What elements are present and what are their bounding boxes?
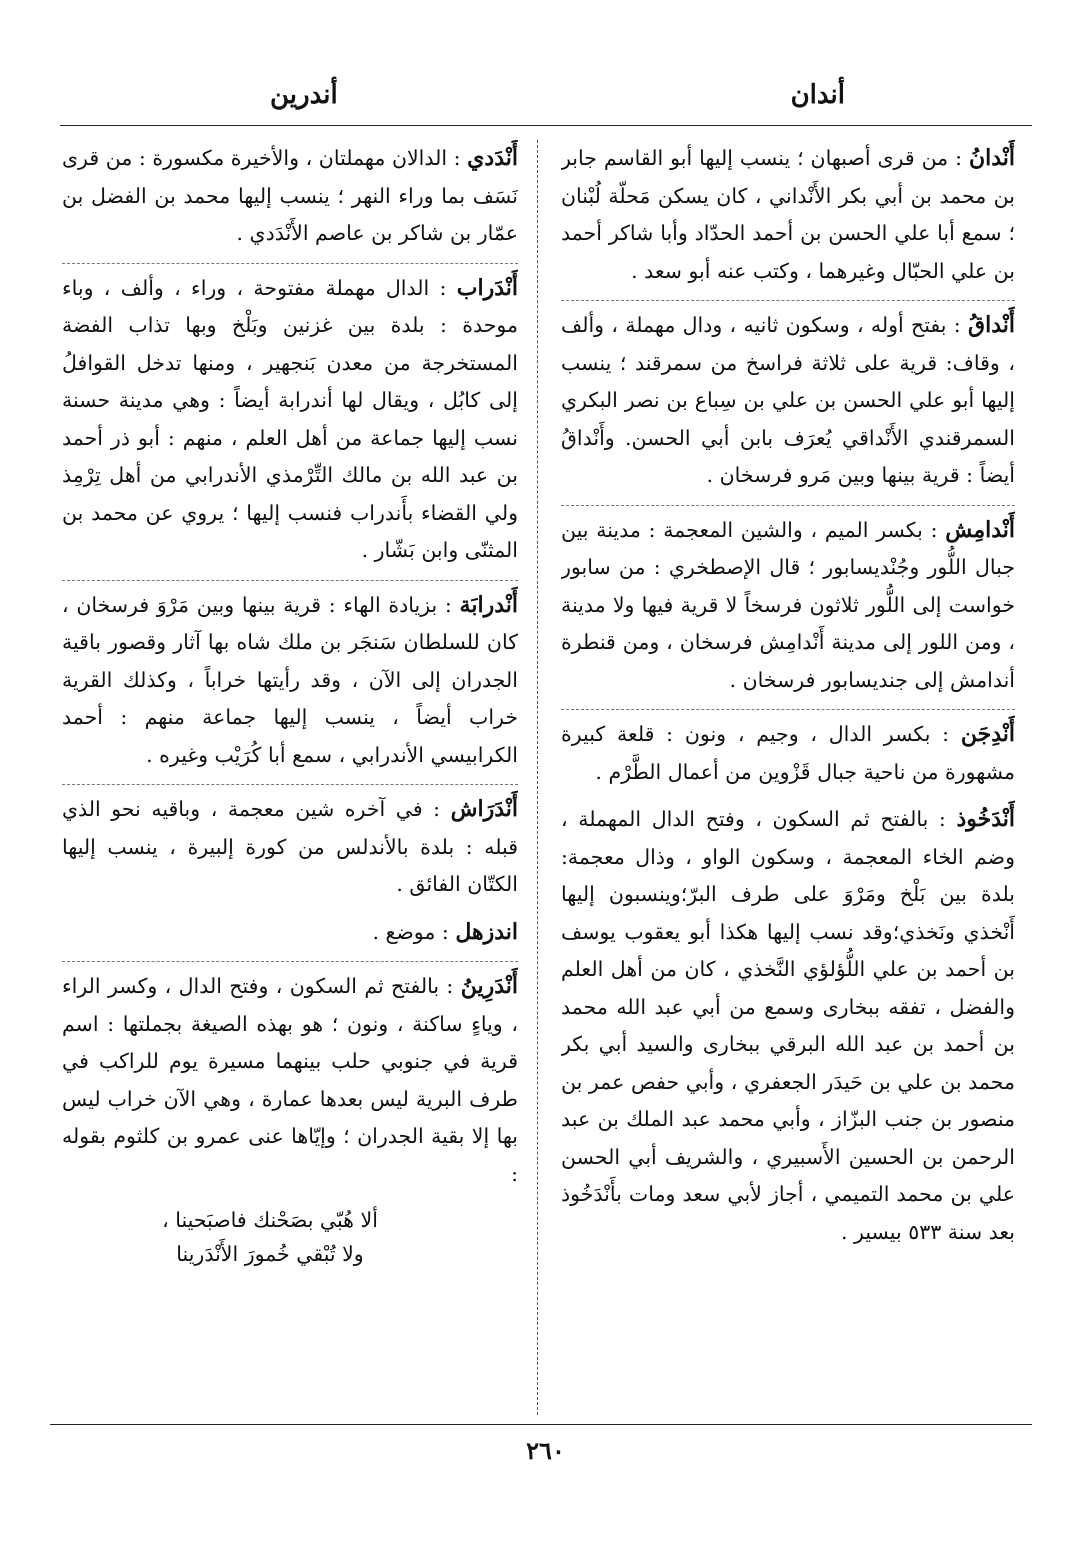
headword: أَنْدانُ — [968, 145, 1015, 171]
headword: أَنْدَرِينُ — [460, 973, 518, 999]
entry — [561, 709, 1015, 791]
entry-text: : الدالان مهملتان ، والأخيرة مكسورة : من قرى نَسَف بما وراء النهر ؛ ينسب إليها محمد بن الفضل بن عمّار بن شاكر بن عاصم الأَنْدَدي . — [62, 146, 518, 245]
entry-text: : من قرى أصبهان ؛ ينسب إليها أبو القاسم جابر بن محمد بن أبي بكر الأَنْداني ، كان يسكن مَحلّة لُبْنان ؛ سمع أبا علي الحسن بن أحمد الحدّاد وأبا شاكر أحمد بن علي الحبّال وغيرهما ، وكتب عنه أبو سعد . — [561, 146, 1015, 283]
entry — [561, 801, 1015, 1251]
entry — [62, 914, 518, 952]
header-rule — [60, 125, 1032, 126]
headword: أَنْداقُ — [968, 312, 1015, 338]
entry-text: : بكسر الدال ، وجيم ، ونون : قلعة كبيرة مشهورة من ناحية جبال قَزْوين من أعمال الطَّرْم . — [561, 722, 1015, 784]
entry-text: : بكسر الميم ، والشين المعجمة : مدينة بين جبال اللُّور وجُنْديسابور ؛ قال الإصطخري : من سابور خواست إلى اللُّور ثلاثون فرسخاً لا قرية فيها ولا مدينة ، ومن اللور إلى مدينة أَنْدامِش فرسخان ، ومن قنطرة أندامش إلى جنديسابور فرسخان . — [561, 517, 1015, 692]
entry-text: : بالفتح ثم السكون ، وفتح الدال ، وكسر الراء ، وياءٍ ساكنة ، ونون ؛ هو بهذه الصيغة بجملتها : اسم قرية في جنوبي حلب بينهما مسيرة يوم للراكب في طرف البرية ليس بعدها عمارة ، وهي الآن خراب ليس بها إلا بقية الجدران ؛ وإيّاها عنى عمرو بن كلثوم بقوله : — [62, 974, 518, 1186]
poetry-verse — [62, 1203, 518, 1271]
running-head-right: أندان — [790, 80, 845, 110]
headword: أَنْدَراب — [456, 274, 518, 301]
right-column — [561, 140, 1015, 1415]
headword: أَنْدَخُوذ — [956, 806, 1015, 832]
entry — [561, 300, 1015, 495]
entry — [62, 140, 518, 253]
headword: أَنْدَدي — [467, 145, 518, 171]
headword: اندزهل — [455, 918, 518, 945]
entry-text: : في آخره شين معجمة ، وباقيه نحو الذي قبله : بلدة بالأندلس من كورة إلبيرة ، ينسب إليها الكتّان الفائق . — [62, 797, 518, 896]
entry-text: : بالفتح ثم السكون ، وفتح الدال المهملة ، وضم الخاء المعجمة ، وسكون الواو ، وذال معجمة: بلدة بين بَلْخ ومَرْوَ على طرف البرّ؛وينسبون إليها أَنْخذي ونَخذي؛وقد نسب إليها هكذا أبو يعقوب يوسف بن أحمد بن علي اللُّؤلؤي النَّخذي ، كان من أهل العلم والفضل ، تفقه ببخارى وسمع من أبي عبد الله محمد بن أحمد بن عبد الله البرقي ببخارى والسيد أبي بكر محمد بن علي بن حَيدَر الجعفري ، وأبي حفص عمر بن منصور بن جنب البزّاز ، وأبي محمد عبد الملك بن عبد الرحمن بن الحسين الأَسبيري ، والشريف أبي الحسن علي بن محمد التميمي ، أجاز لأبي سعد ومات بأَنْدَخُوذ بعد سنة ٥٣٣ بيسير . — [561, 807, 1015, 1244]
left-column — [62, 140, 518, 1415]
entry-text: : الدال مهملة مفتوحة ، وراء ، وألف ، وباء موحدة : بلدة بين غزنين وبَلْخ وبها تذاب الفضة المستخرجة من معدن بَنجهير ، ومنها تدخل القوافلُ إلى كابُل ، ويقال لها أندرابة أيضاً : وهي مدينة حسنة نسب إليها جماعة من أهل العلم ، منهم : أبو ذر أحمد بن عبد الله بن مالك التِّرْمذي الأندرابي من أهل تِرْمِذ ولي القضاء بأَندراب فنسب إليها ؛ يروي عن محمد بن المثنّى وابن بَشّار . — [62, 275, 518, 562]
verse-line-2: ولا تُبْقي خُمورَ الأَنْدَرينا — [176, 1242, 364, 1266]
entry-text: : بفتح أوله ، وسكون ثانيه ، ودال مهملة ، وألف ، وقاف: قرية على ثلاثة فراسخ من سمرقند ؛ ينسب إليها أبو علي الحسن بن علي بن سِباع بن نصر البكري السمرقندي الأَنْداقي يُعرَف بابن أبي الحسن. وأَنْداقُ أيضاً : قرية بينها وبين مَرو فرسخان . — [561, 313, 1015, 487]
entry — [561, 140, 1015, 290]
page-header — [60, 80, 1030, 120]
entry — [62, 263, 518, 570]
entry — [561, 505, 1015, 700]
verse-line-1: ألا هُبّي بصَحْنك فاصبَحينا ، — [162, 1208, 378, 1232]
footer-rule — [50, 1424, 1032, 1425]
running-head-left: أندرين — [270, 80, 338, 110]
headword: أَنْدِجَن — [960, 721, 1015, 747]
entry — [62, 961, 518, 1193]
entry — [62, 784, 518, 904]
entry — [62, 580, 518, 775]
headword: أَنْدرابَة — [459, 591, 518, 618]
entry-text: : بزيادة الهاء : قرية بينها وبين مَرْوَ فرسخان ، كان للسلطان سَنجَر بن ملك شاه بها آثار وقصور باقية الجدران إلى الآن ، وقد رأيتها خراباً ، وكذلك القرية خراب أيضاً ، ينسب إليها جماعة منهم : أحمد الكرابيسي الأندرابي ، سمع أبا كُرَيْب وغيره . — [62, 592, 518, 767]
page-number: ٢٦٠ — [526, 1436, 565, 1465]
headword: أَنْدامِش — [945, 516, 1015, 543]
headword: أَنْدَرَاش — [450, 796, 518, 822]
entry-text: : موضع . — [372, 919, 449, 944]
column-divider — [537, 140, 538, 1415]
